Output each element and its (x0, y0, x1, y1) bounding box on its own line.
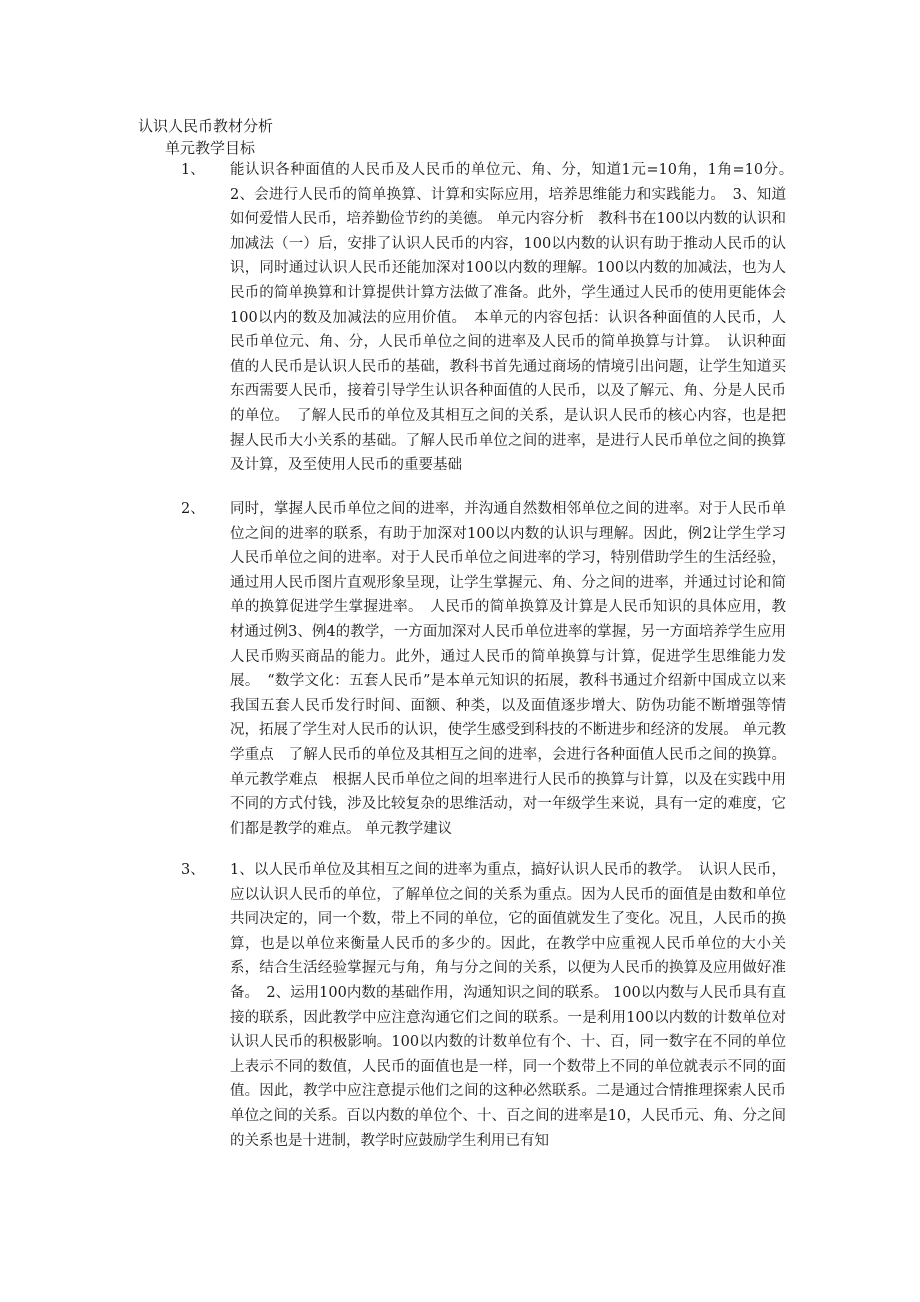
section-heading: 单元教学目标 (165, 139, 256, 157)
list-item-text: 同时，掌握人民币单位之间的进率，并沟通自然数相邻单位之间的进率。对于人民币单位之间的进率的联系，有助于加深对100以内数的认识与理解。因此，例2让学生学习人民币单位之间的进率。对于人民币单位之间进率的学习，特别借助学生的生活经验，通过用人民币图片直观形象呈现，让学生掌握元、角、分之间的进率，并通过讨论和简单的换算促进学生掌握进率。 人民币的简单换算及计算是人民币知识的具体应用，教材通过例3、例4的教学，一方面加深对人民币单位进率的掌握，另一方面培养学生应用人民币购买商品的能力。此外，通过人民币的简单换算与计算，促进学生思维能力发展。 “数学文化：五套人民币”是本单元知识的拓展，教科书通过介绍新中国成立以来我国五套人民币发行时间、面额、种类，以及面值逐步增大、防伪功能不断增强等情况，拓展了学生对人民币的认识，使学生感受到科技的不断进步和经济的发展。 单元教学重点 了解人民币的单位及其相互之间的进率，会进行各种面值人民币之间的换算。 单元教学难点 根据人民币单位之间的坦率进行人民币的换算与计算，以及在实践中用不同的方式付钱，涉及比较复杂的思维活动，对一年级学生来说，具有一定的难度，它们都是教学的难点。 单元教学建议 (230, 501, 786, 837)
list-item-number: 3、 (181, 862, 205, 878)
list-item-number: 2、 (181, 501, 205, 517)
list-item-text: 能认识各种面值的人民币及人民币的单位元、角、分，知道1元=10角，1角=10分。 2、会进行人民币的简单换算、计算和实际应用，培养思维能力和实践能力。 3、知道如何爱惜人民币，培养勤俭节约的美德。 单元内容分析 教科书在100以内数的认识和加减法（一）后，安排了认识人民币的内容，100以内数的认识有助于推动人民币的认识，同时通过认识人民币还能加深对100以内数的理解。100以内数的加减法，也为人民币的简单换算和计算提供计算方法做了准备。此外，学生通过人民币的使用更能体会100以内的数及加减法的应用价值。 本单元的内容包括：认识各种面值的人民币，人民币单位元、角、分，人民币单位之间的进率及人民币的简单换算与计算。 认识种面值的人民币是认识人民币的基础，教科书首先通过商场的情境引出问题，让学生知道买东西需要人民币，接着引导学生认识各种面值的人民币，以及了解元、角、分是人民币的单位。 了解人民币的单位及其相互之间的关系，是认识人民币的核心内容，也是把握人民币大小关系的基础。了解人民币单位之间的进率，是进行人民币单位之间的换算及计算，及至使用人民币的重要基础 (230, 162, 801, 474)
document-title: 认识人民币教材分析 (138, 117, 274, 135)
list-item-number: 1、 (181, 162, 205, 178)
list-item-text: 1、以人民币单位及其相互之间的进率为重点，搞好认识人民币的教学。 认识人民币，应以认识人民币的单位，了解单位之间的关系为重点。因为人民币的面值是由数和单位共同决定的，同一个数，带上不同的单位，它的面值就发生了变化。况且，人民币的换算，也是以单位来衡量人民币的多少的。因此，在教学中应重视人民币单位的大小关系，结合生活经验掌握元与角，角与分之间的关系，以便为人民币的换算及应用做好准备。 2、运用100内数的基础作用，沟通知识之间的联系。 100以内数与人民币具有直接的联系，因此教学中应注意沟通它们之间的联系。一是利用100以内数的计数单位对认识人民币的积极影响。100以内数的计数单位有个、十、百，同一数字在不同的单位上表示不同的数值，人民币的面值也是一样，同一个数带上不同的单位就表示不同的面值。因此，教学中应注意提示他们之间的这种必然联系。二是通过合情推理探索人民币单位之间的关系。百以内数的单位个、十、百之间的进率是10，人民币元、角、分之间的关系也是十进制，教学时应鼓励学生利用已有知 (230, 862, 786, 1149)
